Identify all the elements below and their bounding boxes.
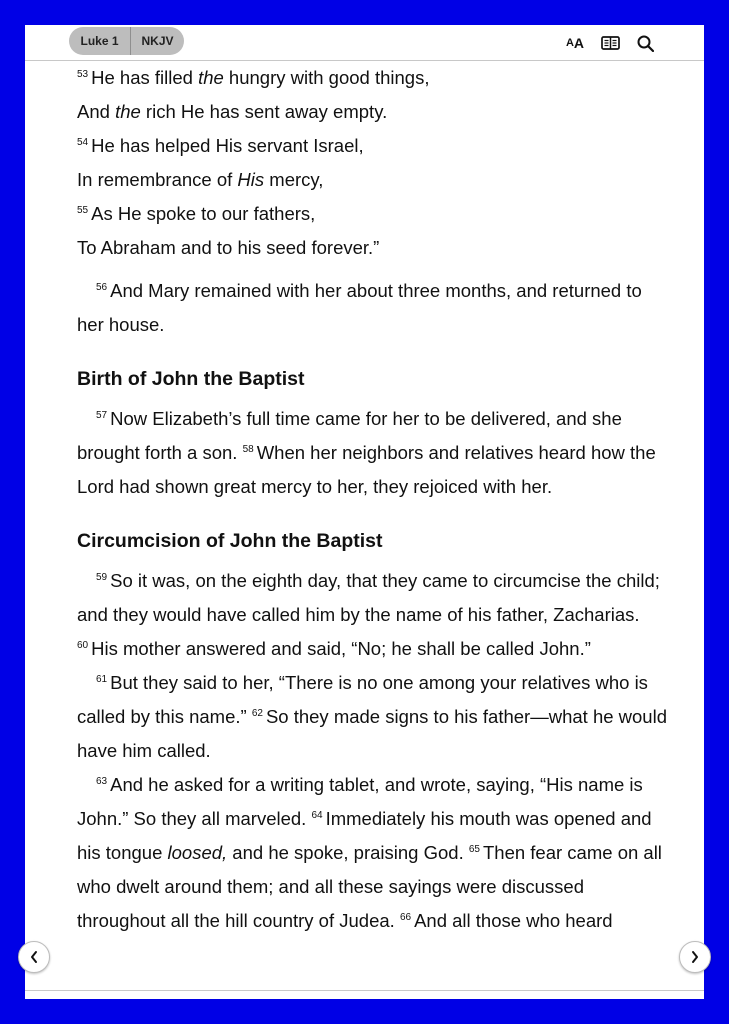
reader-mode-icon[interactable] [599, 33, 621, 53]
verse-number: 65 [468, 843, 480, 855]
previous-chapter-button[interactable] [18, 941, 50, 973]
verse-number: 56 [96, 281, 108, 293]
verse-number: 60 [77, 639, 89, 651]
verse-number: 66 [399, 911, 412, 923]
reader-page [25, 25, 704, 999]
chevron-left-icon [29, 950, 39, 964]
paragraph-56: $^{56}$ And Mary remained with her about three months, and returned to her house. [77, 280, 642, 335]
next-chapter-button[interactable] [679, 941, 711, 973]
verse-number: 64 [311, 809, 323, 821]
top-toolbar [25, 25, 704, 61]
paragraph-59: $^{59}$ So it was, on the eighth day, that they came to circumcise the child; and they would have called him by the name of his father, Zacharias. $^{60}$ His mother answered and said, “No; he shall be called John.” [77, 570, 660, 659]
paragraph-63: $^{63}$ And he asked for a writing tablet, and wrote, saying, “His name is John.” So they all marveled. $^{64}$ Immediately his mouth was opened and his tongue loosed, and he spoke, praising God. $^{65}$ Then fear came on all who dwelt around them; and all these sayings were discussed throughout all the hill country of Judea. $^{66}$ And all those who heard [77, 774, 662, 931]
verse-line: $^{53}$ He has filled the hungry with good things, [77, 67, 430, 88]
passage-selector[interactable] [69, 27, 184, 55]
verse-number: 58 [242, 443, 254, 455]
search-icon[interactable] [634, 33, 656, 53]
verse-line: $^{54}$ He has helped His servant Israel, [77, 135, 364, 156]
book-chapter-button[interactable]: Luke 1 [69, 27, 131, 55]
paragraph-61: $^{61}$ But they said to her, “There is no one among your relatives who is called by this name.” $^{62}$ So they made signs to his father—what he would have him called. [77, 672, 667, 761]
section-heading-circumcision: Circumcision of John the Baptist [77, 530, 383, 552]
verse-number: 54 [77, 136, 89, 148]
bottom-divider [25, 990, 704, 991]
verse-number: 53 [77, 68, 89, 80]
section-heading-birth: Birth of John the Baptist [77, 368, 305, 390]
verse-number: 57 [96, 409, 108, 421]
verse-number: 63 [96, 775, 108, 787]
verse-line: In remembrance of His mercy, [77, 169, 324, 190]
chevron-right-icon [690, 950, 700, 964]
chapter-text [77, 61, 667, 938]
verse-number: 62 [251, 707, 263, 719]
verse-line: $^{55}$ As He spoke to our fathers, [77, 203, 316, 224]
text-size-icon[interactable]: A A [565, 35, 585, 51]
paragraph-57: $^{57}$ Now Elizabeth’s full time came for her to be delivered, and she brought forth a son. $^{58}$ When her neighbors and relatives heard how the Lord had shown great mercy to her, they rejoiced with her. [77, 408, 656, 497]
version-button[interactable]: NKJV [141, 34, 174, 48]
verse-line: And the rich He has sent away empty. [77, 101, 388, 122]
verse-number: 59 [96, 571, 108, 583]
verse-line: To Abraham and to his seed forever.” [77, 237, 380, 258]
verse-number: 55 [77, 204, 89, 216]
verse-number: 61 [96, 673, 108, 685]
